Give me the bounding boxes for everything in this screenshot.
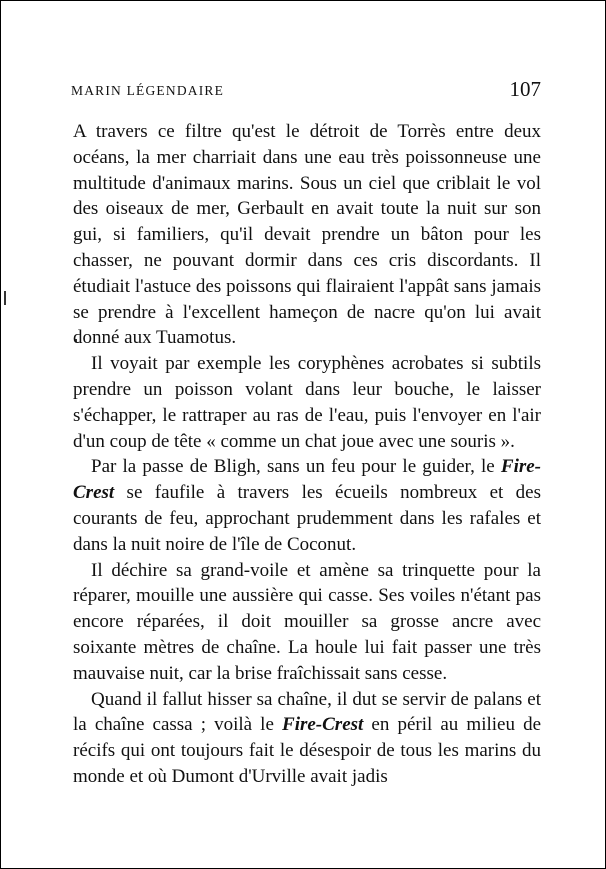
paragraph-text: A travers ce filtre qu'est le détroit de Torrès entre deux océans, la mer charriait dans une eau très poissonneuse une multitude d'animaux marins. Sous un ciel que criblait le vol des oiseaux de mer, Gerbault en avait toute la nuit sur son gui, si familiers, qu'il devait prendre un bâton pour les chasser, ne pouvant dormir dans ces cris discordants. Il étudiait l'astuce des poissons qui flairaient l'appât sans jamais se prendre à l'excellent hameçon de nacre qu'on lui avait donné aux Tuamotus.	[73, 121, 541, 349]
paragraph-text: Il voyait par exemple les coryphènes acrobates si subtils prendre un poisson volant dans leur bouche, le laisser s'échapper, le rattraper au ras de l'eau, puis l'envoyer en l'air d'un coup de tête « comme un chat joue avec une souris ».	[73, 353, 541, 452]
paragraph-text: Par la passe de Bligh, sans un feu pour le guider, le	[91, 456, 501, 478]
paragraph-1	[73, 119, 541, 351]
running-title: MARIN LÉGENDAIRE	[71, 83, 225, 98]
paragraph-3	[73, 454, 541, 557]
running-head	[71, 79, 541, 103]
body-text	[73, 119, 541, 790]
paragraph-text: Il déchire sa grand-voile et amène sa trinquette pour la réparer, mouille une aussière qui casse. Ses voiles n'étant pas encore réparées, il doit mouiller sa grosse ancre avec soixante mètres de chaîne. La houle lui fait passer une très mauvaise nuit, car la brise fraîchissait sans cesse.	[73, 559, 541, 684]
paragraph-text: Quand il fallut hisser sa chaîne, il dut se servir de palans et la chaîne cassa ; voilà le	[73, 688, 541, 736]
paragraph-text: en péril au milieu de récifs qui ont toujours fait le désespoir de tous les marins du monde et où Dumont d'Urville avait jadis	[73, 714, 542, 787]
page-number: 107	[509, 77, 541, 101]
ship-name: Fire-Crest	[73, 456, 541, 504]
paragraph-text: se faufile à travers les écueils nombreux et des courants de feu, approchant prudemment dans les rafales et dans la nuit noire de l'île de Coconut.	[73, 482, 541, 555]
paragraph-5	[73, 687, 541, 790]
paragraph-4	[73, 558, 541, 687]
ship-name: Fire-Crest	[282, 714, 364, 736]
margin-mark	[4, 291, 6, 305]
paragraph-2	[73, 351, 541, 454]
